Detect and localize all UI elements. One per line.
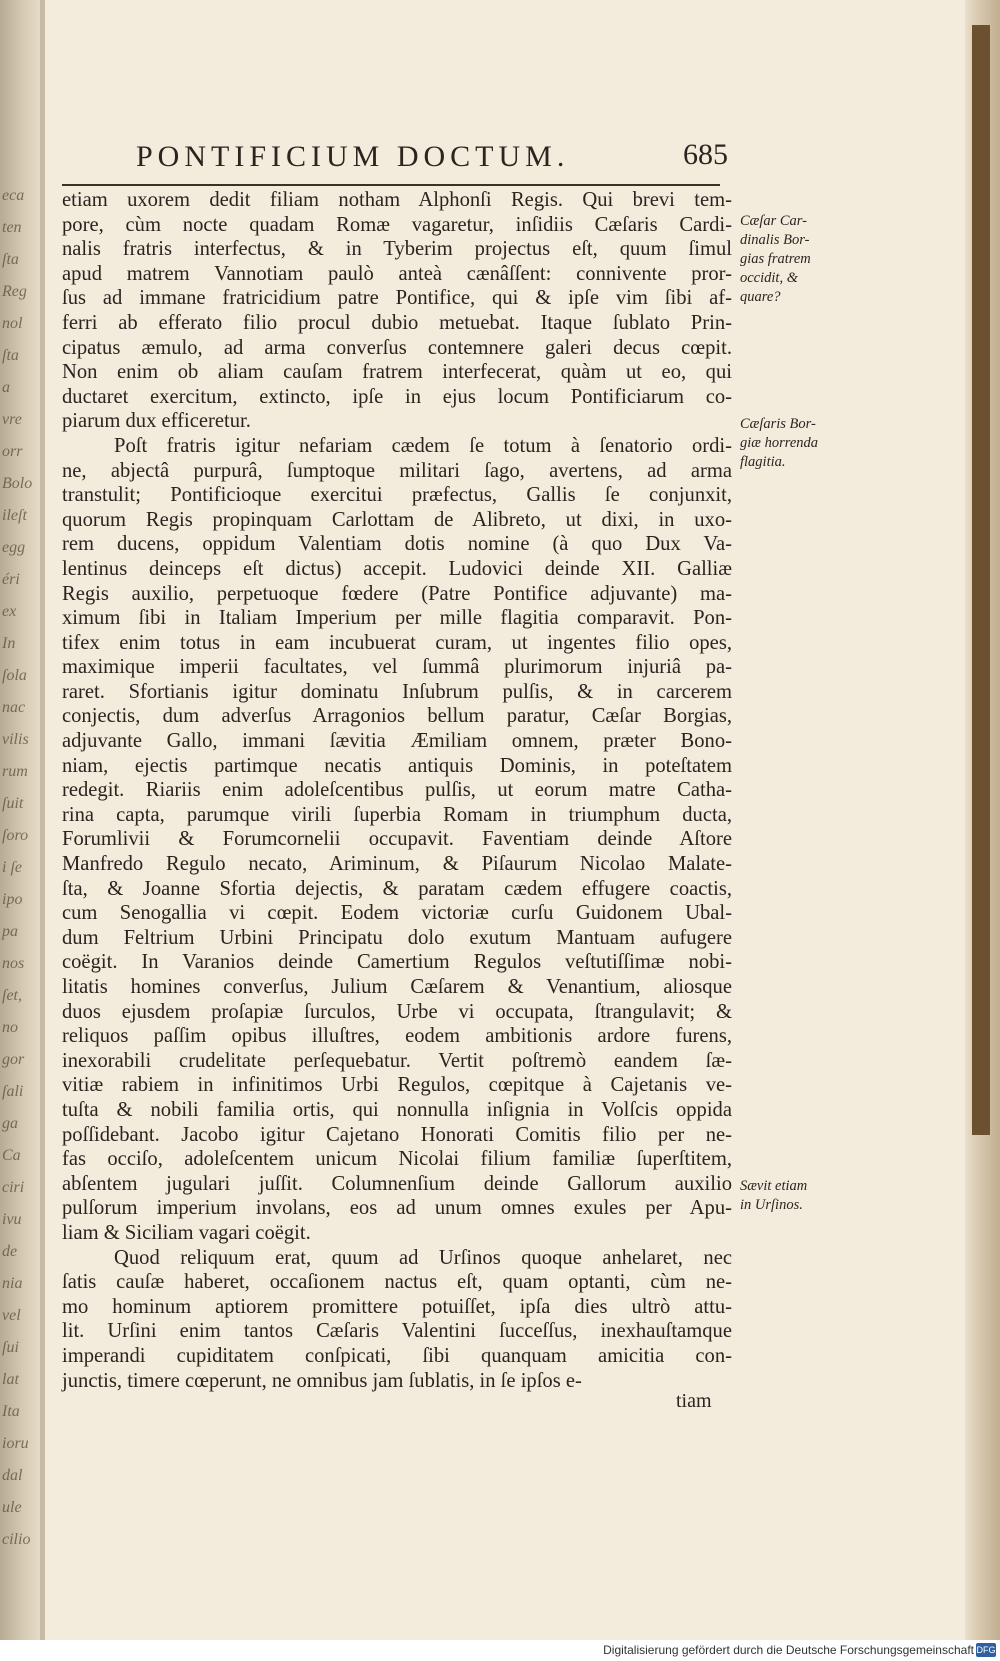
text-line: poſſidebant. Jacobo igitur Cajetano Honorati Comitis filio per ne- [62,1123,732,1146]
text-line: liam & Siciliam vagari coëgit. [62,1221,311,1244]
marginal-line: flagitia. [740,454,786,470]
facing-page-fragment: ſuit [2,795,24,812]
facing-page-fragment: vilis [2,731,29,748]
text-line: redegit. Riariis enim adoleſcentibus pulſis, ut eorum matre Catha- [62,779,732,802]
text-line: coëgit. In Varanios deinde Camertium Regulos veſtutiſſimæ nobi- [62,951,732,974]
facing-page-fragment: Ita [2,1403,20,1420]
dfg-logo: DFG [976,1645,996,1655]
text-line: transtulit; Pontificioque exercitui præfectus, Gallis ſe conjunxit, [62,484,732,507]
facing-page-fragment: i ſe [2,859,22,876]
facing-page-fragment: ſta [2,347,19,364]
text-line: Forumlivii & Forumcornelii occupavit. Faventiam deinde Aſtore [62,828,732,851]
facing-page-fragment: In [2,635,16,652]
facing-page-fragment: ten [2,219,22,236]
text-line: tuſta & nobili familia ortis, qui nonnulla inſignia in Volſcis oppida [62,1098,732,1121]
text-line: quorum Regis propinquam Carlottam de Alibreto, ut dixi, in uxo- [62,508,732,531]
color-bar-tab [972,25,990,1135]
text-line: Poſt fratris igitur nefariam cædem ſe totum à ſenatorio ordi- [114,434,732,457]
facing-page-fragment: ileſt [2,507,27,524]
text-line: mo hominum aptiorem promittere potuiſſet, ipſa dies ultrò attu- [62,1295,732,1318]
running-title: PONTIFICIUM DOCTUM. [136,140,570,173]
text-line: pulſorum imperium involans, eos ad unum omnes exules per Apu- [62,1197,732,1220]
marginal-note-1 [740,212,840,307]
text-line: lentinus deinceps eſt dictus) accepit. Ludovici deinde XII. Galliæ [62,557,732,580]
text-line: abſentem jugulari juſſit. Columnenſium deinde Gallorum auxilio [62,1172,732,1195]
marginal-line: occidit, & [740,270,798,286]
marginal-line: quare? [740,289,781,305]
facing-page-fragment: de [2,1243,18,1260]
text-line: maximique imperii facultates, vel ſummâ plurimorum injuriâ pa- [62,656,732,679]
facing-page-fragment: Ca [2,1147,21,1164]
facing-page-fragment: a [2,379,10,396]
facing-page-fragment: ule [2,1499,22,1516]
marginal-note-3 [740,1177,840,1215]
marginal-line: gias fratrem [740,251,811,267]
marginal-line: Sævit etiam [740,1178,808,1194]
text-line: fas occiſo, adoleſcentem unicum Nicolai filium familiæ ſuperſtitem, [62,1148,732,1171]
text-line: ductaret exercitum, extincto, ipſe in ejus locum Pontificiarum co- [62,385,732,408]
facing-page-fragment: nos [2,955,25,972]
text-line: vitiæ rabiem in infinitimos Urbi Regulos, cœpitque à Cajetanis ve- [62,1074,732,1097]
text-line: junctis, timere cœperunt, ne omnibus jam ſublatis, in ſe ipſos e- [62,1369,582,1392]
facing-page-fragment: ſui [2,1339,19,1356]
page-number: 685 [683,138,728,171]
facing-page-fragment: pa [2,923,18,940]
marginal-line: Cæſaris Bor- [740,416,816,432]
marginal-line: dinalis Bor- [740,232,810,248]
facing-page-fragment: ioru [2,1435,29,1452]
facing-page-fragment: ſola [2,667,27,684]
page-header [108,138,728,184]
text-line: niam, ejectis partimque necatis antiquis Dominis, in poteſtatem [62,754,732,777]
facing-page-fragment: ſali [2,1083,24,1100]
text-line: inexorabili crudelitate perſequebatur. Vertit poſtremò eandem ſæ- [62,1049,732,1072]
marginal-line: giæ horrenda [740,435,819,451]
text-line: duos ejusdem proſapiæ ſurculos, Urbe vi occupata, ſtrangulavit; & [62,1000,732,1023]
facing-page-fragment: ſta [2,251,19,268]
text-line: rem ducens, oppidum Valentiam dotis nomine (à quo Dux Va- [62,533,732,556]
facing-page-fragment: ex [2,603,17,620]
text-line: tifex enim totus in eam incubuerat curam, ut ingentes filio opes, [62,631,732,654]
text-line: apud matrem Vannotiam paulò anteà cænâſſent: connivente pror- [62,262,732,285]
facing-page-fragment: Bolo [2,475,33,492]
text-line: ferri ab efferato filio procul dubio metuebat. Itaque ſublato Prin- [62,311,732,334]
catchword: tiam [676,1390,712,1412]
facing-page-fragment: nia [2,1275,23,1292]
text-line: imperandi cupiditatem conſpicati, ſibi quanquam amicitia con- [62,1344,732,1367]
text-line: Manfredo Regulo necato, Ariminum, & Piſaurum Nicolao Malate- [62,853,732,876]
facing-page-fragment: ivu [2,1211,22,1228]
facing-page-fragment: dal [2,1467,23,1484]
facing-page-fragment: eca [2,187,25,204]
header-rule [62,184,720,186]
marginal-line: in Urſinos. [740,1197,803,1213]
text-line: etiam uxorem dedit filiam notham Alphonſi Regis. Qui brevi tem- [62,189,732,211]
text-line: Regis auxilio, perpetuoque fœdere (Patre Pontifice adjuvante) ma- [62,582,732,605]
text-line: dum Feltrium Urbini Principatu dolo exutum Mantuam aufugere [62,926,732,949]
facing-page-fragment: lat [2,1371,19,1388]
text-line: cipatus æmulo, ad arma converſus contemnere galeri decus cœpit. [62,336,732,359]
facing-page-fragment: ipo [2,891,23,908]
text-line: nalis fratris interfectus, & in Tyberim projectus eſt, quum ſimul [62,238,732,261]
facing-page-fragment: ciri [2,1179,25,1196]
digitization-credit: Digitalisierung gefördert durch die Deutsche Forschungsgemeinschaft [603,1643,974,1657]
text-line: ximum ſibi in Italiam Imperium per mille flagitia comparavit. Pon- [62,607,732,630]
facing-page-fragment: vel [2,1307,21,1324]
marginal-note-2 [740,415,840,472]
text-line: raret. Sfortianis igitur dominatu Inſubrum pulſis, & in carcerem [62,680,732,703]
facing-page-fragment: orr [2,443,23,460]
text-line: Quod reliquum erat, quum ad Urſinos quoque anhelaret, nec [114,1246,732,1269]
facing-page-fragment: cilio [2,1531,31,1548]
text-line: adjuvante Gallo, immani ſævitia Æmiliam omnem, præter Bono- [62,730,732,753]
text-line: cum Senogallia vi cœpit. Eodem victoriæ curſu Guidonem Ubal- [62,902,732,925]
facing-page-fragment: ſoro [2,827,29,844]
facing-page-fragment: gor [2,1051,25,1068]
facing-page-fragment: ſet, [2,987,22,1004]
facing-page-fragment: vre [2,411,22,428]
body-text [62,188,732,1393]
text-line: reliquos paſſim opibus illuſtres, eodem ambitionis ardore furens, [62,1025,732,1048]
text-line: Non enim ob aliam cauſam fratrem interfecerat, quàm ut eo, qui [62,361,732,384]
facing-page-fragment: éri [2,571,20,588]
facing-page-fragment: egg [2,539,26,556]
facing-page-fragment: ga [2,1115,18,1132]
facing-page-fragments [0,180,46,1548]
text-line: ſta, & Joanne Sfortia dejectis, & paratam cædem effugere coactis, [62,877,732,900]
facing-page-fragment: no [2,1019,18,1036]
text-line: piarum dux efficeretur. [62,410,251,433]
text-line: ſus ad immane fratricidium patre Pontifice, qui & ipſe vim ſibi af- [62,287,732,310]
facing-page-fragment: nac [2,699,26,716]
facing-page-fragment: nol [2,315,23,332]
facing-page-fragment: Reg [2,283,27,300]
text-line: lit. Urſini enim tantos Cæſaris Valentini ſucceſſus, inexhauſtamque [62,1320,732,1343]
text-line: ne, abjectâ purpurâ, ſumptoque militari ſago, avertens, ad arma [62,459,732,482]
facing-page-fragment: rum [2,763,28,780]
text-line: ſatis cauſæ haberet, occaſionem nactus eſt, quam optanti, cùm ne- [62,1271,732,1294]
text-line: conjectis, dum adverſus Arragonios bellum paratur, Cæſar Borgias, [62,705,732,728]
marginal-line: Cæſar Car- [740,213,807,229]
text-line: rina capta, parumque virili ſuperbia Romam in triumphum ducta, [62,803,732,826]
text-line: litatis homines converſus, Julium Cæſarem & Venantium, aliosque [62,976,732,998]
text-line: pore, cùm nocte quadam Romæ vagaretur, inſidiis Cæſaris Cardi- [62,213,732,236]
